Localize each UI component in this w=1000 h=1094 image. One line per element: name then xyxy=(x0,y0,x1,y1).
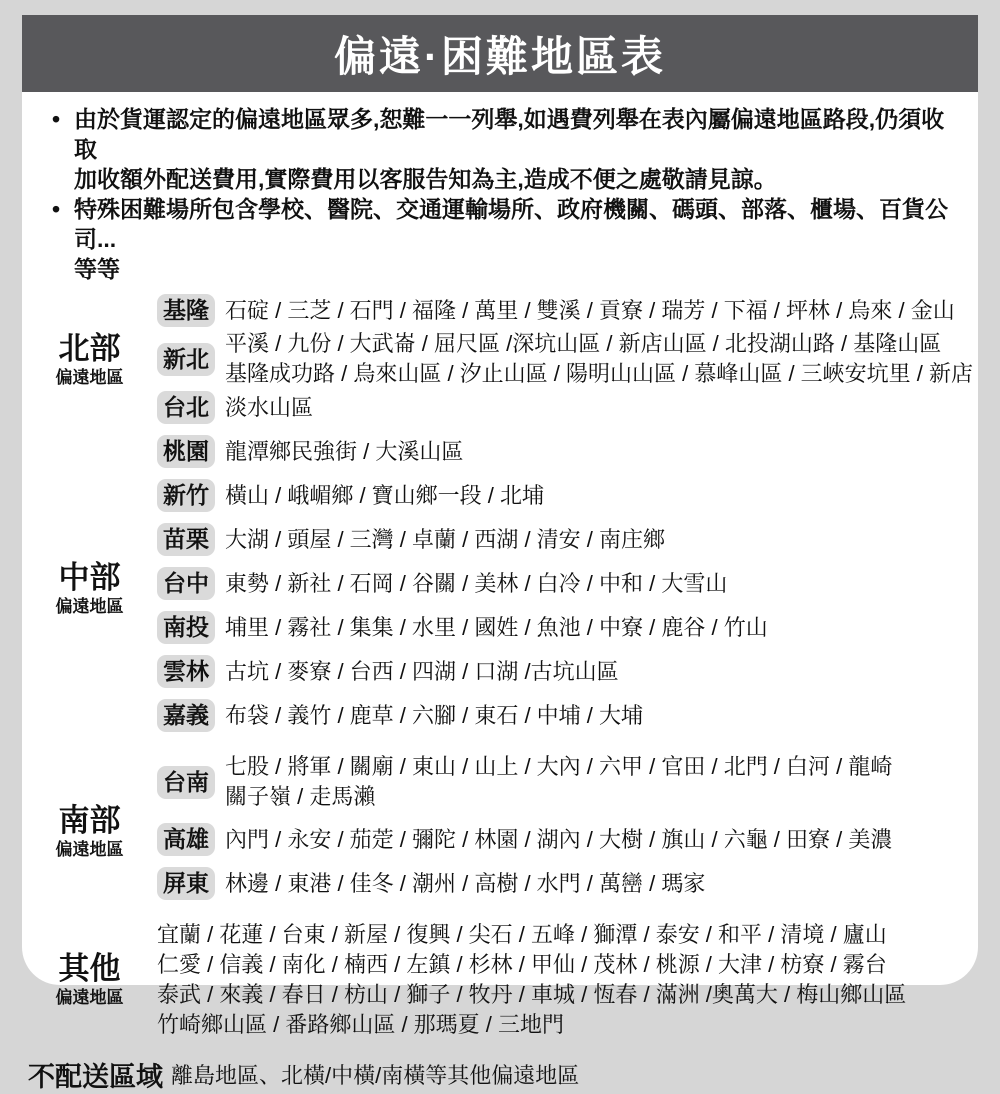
table-row-yunlin xyxy=(157,655,970,688)
table-row-chiayi xyxy=(157,699,970,732)
area-list-line: 石碇 / 三芝 / 石門 / 福隆 / 萬里 / 雙溪 / 貢寮 / 瑞芳 / 下福 / 坪林 / 烏來 / 金山 xyxy=(225,297,955,323)
section-central xyxy=(22,435,970,743)
area-list-line: 古坑 / 麥寮 / 台西 / 四湖 / 口湖 /古坑山區 xyxy=(225,658,619,684)
area-list-line: 關子嶺 / 走馬瀨 xyxy=(225,784,376,809)
table-row-taichung xyxy=(157,567,970,600)
section-other xyxy=(22,920,970,1040)
note-text xyxy=(74,104,956,194)
note-line: 加收額外配送費用,實際費用以客服告知為主,造成不便之處敬請見諒。 xyxy=(74,166,777,192)
city-badge: 桃園 xyxy=(157,435,215,468)
city-badge: 雲林 xyxy=(157,655,215,688)
area-list-line: 宜蘭 / 花蓮 / 台東 / 新屋 / 復興 / 尖石 / 五峰 / 獅潭 / 泰安 / 和平 / 清境 / 廬山 xyxy=(157,922,887,947)
city-badge: 台中 xyxy=(157,567,215,600)
city-badge: 新竹 xyxy=(157,479,215,512)
note-item xyxy=(50,104,956,194)
city-badge: 台北 xyxy=(157,391,215,424)
table-row-tainan xyxy=(157,752,970,812)
page-title: 偏遠·困難地區表 xyxy=(334,32,666,80)
section-subtitle: 偏遠地區 xyxy=(55,368,124,387)
bullet-icon: • xyxy=(52,106,61,132)
area-list-line: 林邊 / 東港 / 佳冬 / 潮州 / 高樹 / 水門 / 萬巒 / 瑪家 xyxy=(225,870,706,896)
area-table xyxy=(22,290,978,1040)
section-rows xyxy=(157,294,973,426)
note-line: 等等 xyxy=(74,256,120,282)
table-row-taipei xyxy=(157,391,973,424)
section-name: 其他 xyxy=(58,951,121,986)
area-list-line: 竹崎鄉山區 / 番路鄉山區 / 那瑪夏 / 三地門 xyxy=(157,1012,565,1037)
note-line: 由於貨運認定的偏遠地區眾多,恕難一一列舉,如遇費列舉在表內屬偏遠地區路段,仍須收取 xyxy=(74,106,945,162)
note-text xyxy=(74,194,956,284)
table-row-hsinchu xyxy=(157,479,970,512)
area-list-line: 內門 / 永安 / 茄萣 / 彌陀 / 林園 / 湖內 / 大樹 / 旗山 / 六龜 / 田寮 / 美濃 xyxy=(225,826,893,852)
section-label-other xyxy=(22,920,157,1040)
area-list-line: 東勢 / 新社 / 石岡 / 谷關 / 美林 / 白冷 / 中和 / 大雪山 xyxy=(225,570,728,596)
city-badge: 基隆 xyxy=(157,294,215,327)
table-row-newtaipei xyxy=(157,329,973,389)
section-name: 南部 xyxy=(58,802,121,838)
section-subtitle: 偏遠地區 xyxy=(55,988,124,1007)
city-badge: 嘉義 xyxy=(157,699,215,732)
area-list-line: 橫山 / 峨嵋鄉 / 寶山鄉一段 / 北埔 xyxy=(225,482,545,508)
section-south xyxy=(22,752,970,911)
city-badge: 南投 xyxy=(157,611,215,644)
section-label-north xyxy=(22,294,157,426)
section-label-central xyxy=(22,435,157,743)
city-badge: 台南 xyxy=(157,766,215,799)
table-row-nantou xyxy=(157,611,970,644)
section-name: 北部 xyxy=(58,331,121,366)
no-delivery-row xyxy=(22,1049,978,1094)
bullet-icon: • xyxy=(52,196,61,222)
note-line: 特殊困難場所包含學校、醫院、交通運輸場所、政府機關、碼頭、部落、櫃場、百貨公司... xyxy=(74,196,948,252)
section-rows xyxy=(157,435,970,743)
table-row-keelung xyxy=(157,294,973,327)
table-row-kaohsiung xyxy=(157,823,970,856)
table-header xyxy=(22,15,978,92)
section-subtitle: 偏遠地區 xyxy=(55,839,124,859)
no-delivery-text: 離島地區、北橫/中橫/南橫等其他偏遠地區 xyxy=(171,1063,580,1088)
area-list-line: 布袋 / 義竹 / 鹿草 / 六腳 / 東石 / 中埔 / 大埔 xyxy=(225,702,644,728)
area-list-line: 仁愛 / 信義 / 南化 / 楠西 / 左鎮 / 杉林 / 甲仙 / 茂林 / 桃源 / 大津 / 枋寮 / 霧台 xyxy=(157,952,887,977)
no-delivery-label: 不配送區域 xyxy=(28,1062,163,1092)
section-label-south xyxy=(22,752,157,911)
table-row-taoyuan xyxy=(157,435,970,468)
city-badge: 高雄 xyxy=(157,823,215,856)
section-north xyxy=(22,294,974,426)
remote-area-table-panel xyxy=(22,15,978,1092)
city-badge: 新北 xyxy=(157,343,215,376)
section-rows xyxy=(157,920,970,1040)
area-list-line: 七股 / 將軍 / 關廟 / 東山 / 山上 / 大內 / 六甲 / 官田 / 北門 / 白河 / 龍崎 xyxy=(225,754,893,779)
city-badge: 苗栗 xyxy=(157,523,215,556)
table-row-pingtung xyxy=(157,867,970,900)
notes-block xyxy=(22,92,978,290)
area-list-line: 平溪 / 九份 / 大武崙 / 屈尺區 /深坑山區 / 新店山區 / 北投湖山路 / 基隆山區 xyxy=(225,331,942,356)
section-name: 中部 xyxy=(58,560,121,595)
area-list-line: 基隆成功路 / 烏來山區 / 汐止山區 / 陽明山山區 / 慕峰山區 / 三峽安坑里 / 新店 xyxy=(225,361,974,386)
area-list-line: 淡水山區 xyxy=(225,394,314,420)
section-rows xyxy=(157,752,970,911)
city-badge: 屏東 xyxy=(157,867,215,900)
note-item xyxy=(50,194,956,284)
area-list-line: 泰武 / 來義 / 春日 / 枋山 / 獅子 / 牧丹 / 車城 / 恆春 / 滿洲 /奧萬大 / 梅山鄉山區 xyxy=(157,982,907,1007)
table-row-miaoli xyxy=(157,523,970,556)
section-subtitle: 偏遠地區 xyxy=(55,597,124,616)
area-list-line: 埔里 / 霧社 / 集集 / 水里 / 國姓 / 魚池 / 中寮 / 鹿谷 / 竹山 xyxy=(225,614,768,640)
area-list-line: 龍潭鄉民強街 / 大溪山區 xyxy=(225,438,464,464)
area-list-line: 大湖 / 頭屋 / 三灣 / 卓蘭 / 西湖 / 清安 / 南庄鄉 xyxy=(225,526,666,552)
